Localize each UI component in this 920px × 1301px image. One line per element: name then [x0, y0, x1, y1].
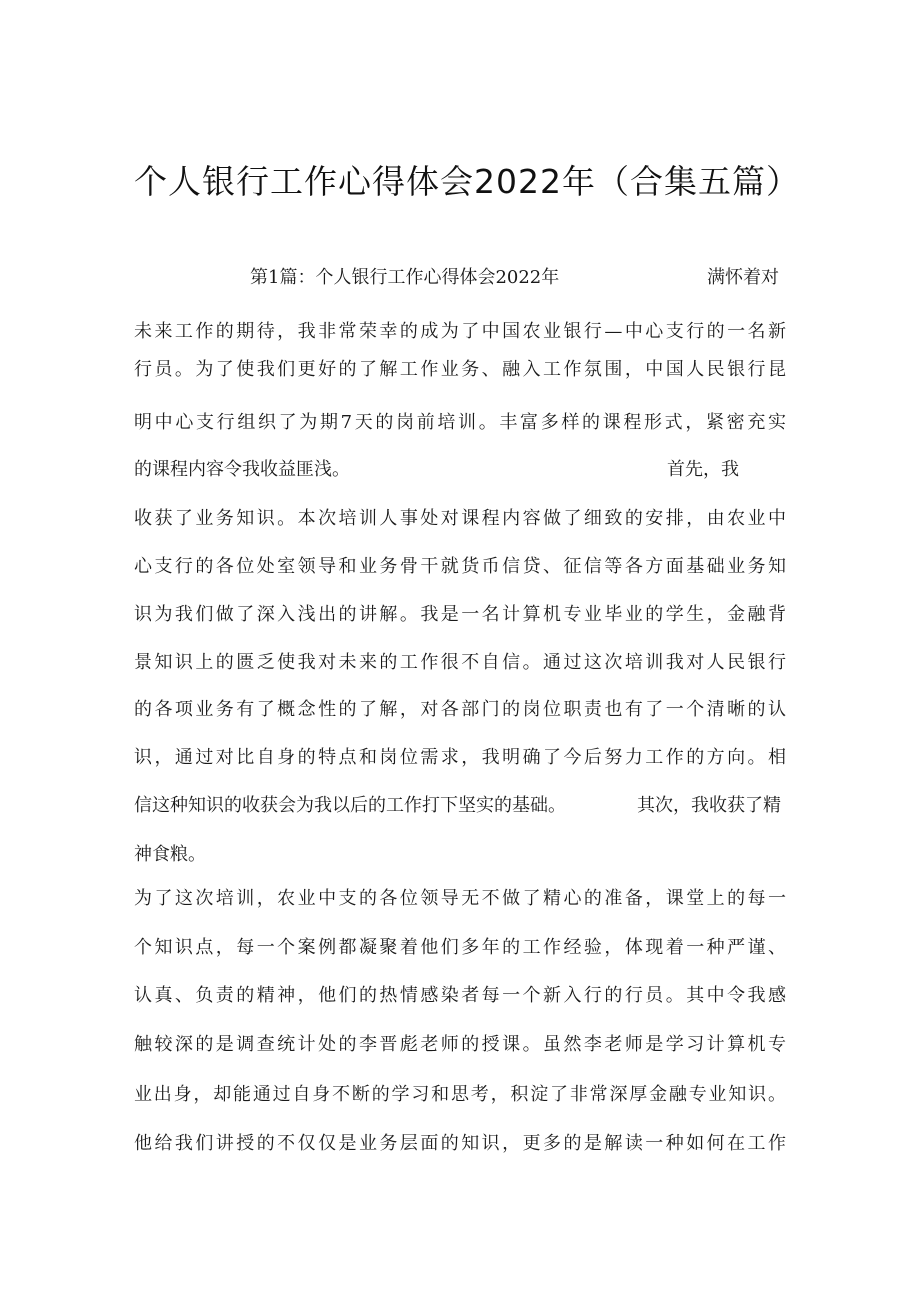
body-line-text: 心支行的各位处室领导和业务骨干就货币信贷、征信等各方面基础业务知 — [134, 556, 789, 577]
body-line-text: 触较深的是调查统计处的李晋彪老师的授课。虽然李老师是学习计算机专 — [134, 1034, 789, 1055]
body-line-text: 神食粮。 — [134, 844, 206, 865]
body-line-text: 行员。为了使我们更好的了解工作业务、融入工作氛围，中国人民银行昆 — [134, 359, 789, 380]
body-line — [134, 740, 788, 776]
body-line-segment: 信这种知识的收获会为我以后的工作打下坚实的基础。 — [134, 795, 566, 816]
body-line-text: 识为我们做了深入浅出的讲解。我是一名计算机专业毕业的学生，金融背 — [134, 604, 789, 625]
body-line-text: 收获了业务知识。本次培训人事处对课程内容做了细致的安排，由农业中 — [134, 508, 789, 529]
body-line-segment: 其次，我收获了精 — [637, 795, 781, 816]
body-line-segment: 第1篇：个人银行工作心得体会2022年 — [250, 267, 560, 288]
body-line — [134, 645, 788, 681]
body-line-text: 业出身，却能通过自身不断的学习和思考，积淀了非常深厚金融专业知识。 — [134, 1084, 788, 1105]
body-line — [134, 978, 788, 1014]
body-line — [134, 1126, 788, 1162]
body-line — [134, 930, 788, 966]
body-line-segment: 满怀着对 — [707, 267, 779, 288]
body-line — [134, 692, 788, 728]
body-line — [134, 837, 206, 873]
body-line — [134, 597, 788, 633]
document-title: 个人银行工作心得体会2022年（合集五篇） — [134, 162, 800, 201]
body-line — [134, 549, 788, 585]
body-line-text: 景知识上的匮乏使我对未来的工作很不自信。通过这次培训我对人民银行 — [134, 652, 789, 673]
body-line — [134, 881, 788, 917]
body-line-text: 为了这次培训，农业中支的各位领导无不做了精心的准备，课堂上的每一 — [134, 888, 789, 909]
body-line — [134, 1077, 788, 1113]
body-line-text: 未来工作的期待，我非常荣幸的成为了中国农业银行—中心支行的一名新 — [134, 321, 789, 342]
body-line — [134, 1027, 788, 1063]
body-line-text: 个知识点，每一个案例都凝聚着他们多年的工作经验，体现着一种严谨、 — [134, 937, 789, 958]
body-line — [134, 352, 788, 388]
body-line — [134, 314, 788, 350]
body-line — [134, 501, 788, 537]
body-line-segment: 的课程内容令我收益匪浅。 — [134, 459, 350, 480]
body-line-text: 识，通过对比自身的特点和岗位需求，我明确了今后努力工作的方向。相 — [134, 747, 789, 768]
body-line-text: 的各项业务有了概念性的了解，对各部门的岗位职责也有了一个清晰的认 — [134, 699, 789, 720]
body-line — [134, 405, 789, 441]
body-line-text: 认真、负责的精神，他们的热情感染者每一个新入行的行员。其中令我感 — [134, 985, 789, 1006]
body-line-text: 他给我们讲授的不仅仅是业务层面的知识，更多的是解读一种如何在工作 — [134, 1133, 789, 1154]
body-line-segment: 首先，我 — [667, 459, 739, 480]
body-line-text: 明中心支行组织了为期7天的岗前培训。丰富多样的课程形式，紧密充实 — [134, 412, 789, 433]
